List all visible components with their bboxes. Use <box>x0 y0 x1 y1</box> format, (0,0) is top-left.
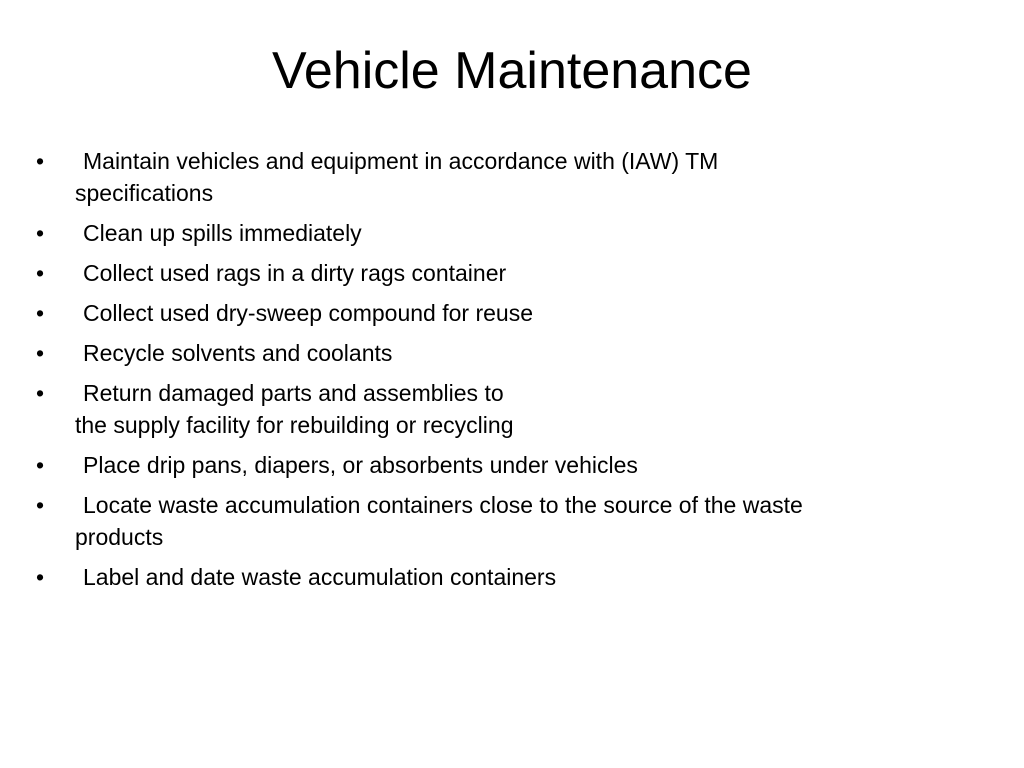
bullet-item <box>30 145 1000 209</box>
bullet-item <box>30 337 1000 369</box>
bullet-text <box>75 489 1000 553</box>
bullet-item <box>30 217 1000 249</box>
bullet-line-1: Locate waste accumulation containers close to the source of the waste <box>83 492 803 518</box>
bullet-item <box>30 449 1000 481</box>
bullet-text <box>75 145 1000 209</box>
bullet-line-1: Collect used rags in a dirty rags container <box>83 260 507 286</box>
bullet-item <box>30 257 1000 289</box>
bullet-text <box>75 257 1000 289</box>
bullet-line-1: Label and date waste accumulation containers <box>83 564 557 590</box>
bullet-icon: • <box>36 300 45 326</box>
bullet-item <box>30 489 1000 553</box>
bullet-icon: • <box>36 148 45 174</box>
bullet-icon: • <box>36 380 45 406</box>
bullet-icon: • <box>36 220 45 246</box>
bullet-line-2: specifications <box>75 180 214 206</box>
bullet-text <box>75 449 1000 481</box>
bullet-icon: • <box>36 260 45 286</box>
bullet-text <box>75 377 1000 441</box>
bullet-item <box>30 377 1000 441</box>
bullet-line-1: Recycle solvents and coolants <box>83 340 393 366</box>
bullet-text <box>75 337 1000 369</box>
bullet-text <box>75 297 1000 329</box>
bullet-text <box>75 217 1000 249</box>
bullet-line-1: Maintain vehicles and equipment in accordance with (IAW) TM <box>83 148 719 174</box>
bullet-icon: • <box>36 340 45 366</box>
bullet-line-2: the supply facility for rebuilding or recycling <box>75 412 514 438</box>
bullet-item <box>30 561 1000 593</box>
bullet-item <box>30 297 1000 329</box>
bullet-list <box>30 145 1000 601</box>
slide-title: Vehicle Maintenance <box>272 42 752 100</box>
bullet-icon: • <box>36 564 45 590</box>
bullet-line-1: Collect used dry-sweep compound for reuse <box>83 300 534 326</box>
bullet-text <box>75 561 1000 593</box>
bullet-line-1: Clean up spills immediately <box>83 220 362 246</box>
bullet-line-2: products <box>75 524 164 550</box>
bullet-icon: • <box>36 452 45 478</box>
bullet-icon: • <box>36 492 45 518</box>
bullet-line-1: Place drip pans, diapers, or absorbents under vehicles <box>83 452 638 478</box>
bullet-line-1: Return damaged parts and assemblies to <box>83 380 504 406</box>
